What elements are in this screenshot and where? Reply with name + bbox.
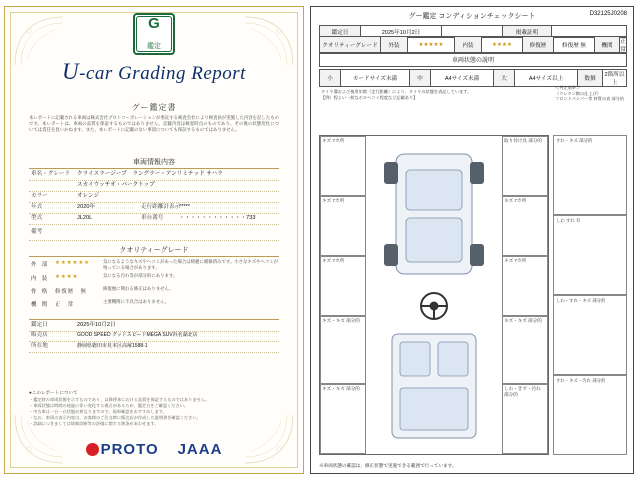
cell-size-large-label: 大: [494, 70, 515, 87]
diagram-cell-right-4: キズ・キズ 部分的: [502, 316, 548, 384]
section-header-vehicle-info: 車両情報内容: [29, 157, 279, 169]
info-value: 静岡県磐田市見本区高塚1588-1: [77, 343, 148, 349]
info-label: 鑑定日: [31, 322, 48, 328]
quality-row-interior: [29, 273, 279, 286]
goo-inspection-seal-icon: [133, 13, 175, 55]
report-notes-heading: ●このレポートについて: [29, 390, 78, 395]
quality-row-exterior: [29, 259, 279, 272]
cell-size-medium-value: A4サイズ未満: [431, 70, 494, 87]
info-label: カラー: [31, 193, 48, 199]
info-value: クライスラージープ ラングラー・アンリミテッド サハラ: [77, 171, 223, 177]
quality-value: 正 常: [55, 302, 75, 308]
info-value: オレンジ: [77, 193, 100, 199]
quality-label: 機 関: [31, 302, 48, 308]
cell-repair-label: 修復歴: [523, 37, 554, 54]
legend-right-line: フロントバンパー等 材質の表 部分的: [555, 96, 624, 102]
panel-cell-1: すれ・キズ 部分的: [553, 135, 627, 215]
legend-right-line: （ウレタン類の仕上げ）: [555, 90, 601, 96]
diagram-cell-left-4: キズ・キズ 部分的: [320, 316, 366, 384]
report-note-item: ・中古車は一台一台状態が異なりますので、現車確認をおすすめします。: [29, 409, 167, 414]
cell-size-small-value: カードサイズ未満: [341, 70, 410, 87]
report-title-rest: -car Grading Report: [79, 63, 246, 84]
quality-row-frame: [29, 286, 279, 299]
section-header-quality-grade: クオリティーグレード: [29, 245, 279, 257]
cell-engine-value: 正常: [620, 37, 627, 54]
diagram-cell-left-2: キズ 7カ所: [320, 196, 366, 256]
cell-exterior-stars: ★★★★★: [408, 37, 455, 54]
info-value: 2020年: [77, 204, 96, 210]
cell-inspection-date-label: 鑑定日: [320, 26, 361, 38]
legend-left: [321, 89, 543, 100]
legend-right-title: ＜判定基準＞: [555, 85, 581, 90]
vehicle-diagram: [319, 135, 549, 455]
info-label: 型式: [31, 215, 43, 221]
quality-text: 気になるようなキズやへコミがあった場合は綺麗に補修済みです。小さなキズやヘコミが残っている場合があります。: [103, 259, 279, 270]
info-value: GOOD SPEED グッドスピードMEGA SUV浜名湖北店: [77, 332, 198, 338]
info-label: 車名・グレード: [31, 171, 71, 177]
diagram-cell-right-3: キズ 7カ所: [502, 256, 548, 316]
info-label: 所在地: [31, 343, 48, 349]
sheet-footer-note: ※車両状態の確認は、修正状態で実施できる範囲で行っています。: [319, 463, 457, 468]
cell-size-medium-label: 中: [410, 70, 431, 87]
quality-stars: ★★★★★★: [55, 260, 90, 266]
info-value: 2025年10月2日: [77, 322, 116, 328]
cell-size-large-value: A4サイズ以上: [515, 70, 578, 87]
report-subtitle: グー鑑定書: [131, 103, 177, 112]
quality-label: 内 装: [31, 276, 48, 282]
panel-cell-2: しわ すれ 有: [553, 215, 627, 295]
cell-count-value: 2箇所以上: [603, 70, 627, 87]
report-note-item: ・鑑定時の車両状態を示すものであり、以降将来における品質を保証するものではありません。: [29, 397, 210, 402]
report-title-initial: U: [62, 59, 80, 84]
diagram-side-panel: [553, 135, 627, 455]
cell-exterior-label: 外装: [381, 37, 408, 54]
condition-desc-header-label: 車両状態の説明: [320, 53, 627, 67]
info-row-remarks: [29, 224, 279, 241]
cell-interior-label: 内装: [455, 37, 482, 54]
seal-sub-label: 鑑定: [147, 43, 161, 50]
jaaa-logo-text: JAAA: [177, 441, 223, 459]
quality-stars: ★★★★: [55, 274, 79, 280]
diagram-cell-right-2: キズ 7カ所: [502, 196, 548, 256]
diagram-cell-left-1: キズ 7カ所: [320, 136, 366, 196]
report-note-item: ・車両状態は時間の経過に伴い変化する場合があるため、鑑定日をご確認ください。: [29, 403, 188, 408]
info-label: 販売店: [31, 332, 48, 338]
cell-repair-value: 修復歴 無: [554, 37, 595, 54]
proto-logo-icon: [86, 443, 99, 456]
quality-label: 外 部: [31, 262, 48, 268]
cell-certificate-label: 掲載証明: [503, 26, 552, 38]
report-notes: [29, 390, 279, 427]
quality-label: 骨 格: [31, 289, 48, 295]
seal-letter: G: [148, 15, 160, 32]
proto-logo-text: PROTO: [100, 441, 159, 459]
quality-value: 修復歴 無: [55, 289, 87, 295]
report-note-item: ・なお、車両の表示内容は、お客様のご注文時に販売店が作成した説明書を確認ください。: [29, 415, 201, 420]
cell-interior-stars: ★★★★: [482, 37, 523, 54]
legend-line: 【例）程よい一般なホロへコミ程度など記載あり】: [321, 94, 418, 100]
info-label: 備考: [31, 229, 43, 235]
diagram-cell-left-3: キズ 7カ所: [320, 256, 366, 316]
quality-text: 主要機関に不具合はありません。: [103, 299, 170, 304]
legend-right: [555, 85, 627, 102]
info-value: *****: [179, 204, 190, 210]
cell-engine-label: 機関: [595, 37, 620, 54]
diagram-cell-right-5: しわ・きず・汚れ 部分的: [502, 384, 548, 454]
condition-desc-header: [319, 52, 627, 67]
info-value: JL20L: [77, 215, 93, 221]
diagram-cell-left-5: キズ・キズ 部分的: [320, 384, 366, 454]
report-note-item: ・詳細につきましては故障診断等の評価に関する箇条があわせます。: [29, 421, 159, 426]
info-row-address: [29, 341, 279, 353]
sheet-title: グー鑑定 コンディションチェックシート: [408, 13, 536, 20]
panel-cell-4: すれ・キズ・汚れ 部分的: [553, 375, 627, 455]
quality-row-engine: [29, 299, 279, 312]
cell-inspection-date-value: 2025年10月2日: [361, 26, 442, 38]
condition-check-sheet: [310, 6, 634, 474]
info-value: ・・・・・・・・・・・・733: [179, 215, 256, 221]
info-label: 車台番号: [141, 215, 164, 221]
cell-count-label: 数個: [578, 70, 603, 87]
info-label: 年式: [31, 204, 43, 210]
sheet-code: D32125J0208: [589, 11, 627, 17]
grading-report-certificate: [4, 6, 304, 474]
quality-text: 気になる汚れ等が部分的にあります。: [103, 273, 178, 278]
logo-row: [5, 441, 303, 459]
report-title: [5, 59, 303, 85]
legend-line: タイヤ溝および使用年数（走行距離）により、タイヤの状態を表記しています。: [321, 89, 472, 94]
cell-quality-grade-label: クオリティーグレード: [320, 37, 381, 54]
car-outline-icon: [366, 144, 502, 444]
diagram-cell-right-1: 取り付け具 部分的: [502, 136, 548, 196]
cell-size-small-label: 小: [320, 70, 341, 87]
panel-cell-3: しわ・すれ・キズ 部分的: [553, 295, 627, 375]
info-value: スカイウッチオ・パークトップ: [77, 182, 155, 188]
info-label: 走行距離計表示: [141, 204, 181, 210]
quality-text: 修復歴に関わる修正はありません。: [103, 286, 174, 291]
report-disclaimer: 本レポートに記載される車両は株式会社プロトコーポレーションが委託する検査会社により検査員が実施した内容を記したものです。本レポートは、車両の品質を保証するものではありません。記載内容は検査時点のものであり、その後の状態変化については責任を負いかねます。また、本レポートに記載のない事項についても保証するものではありません。: [29, 115, 279, 133]
